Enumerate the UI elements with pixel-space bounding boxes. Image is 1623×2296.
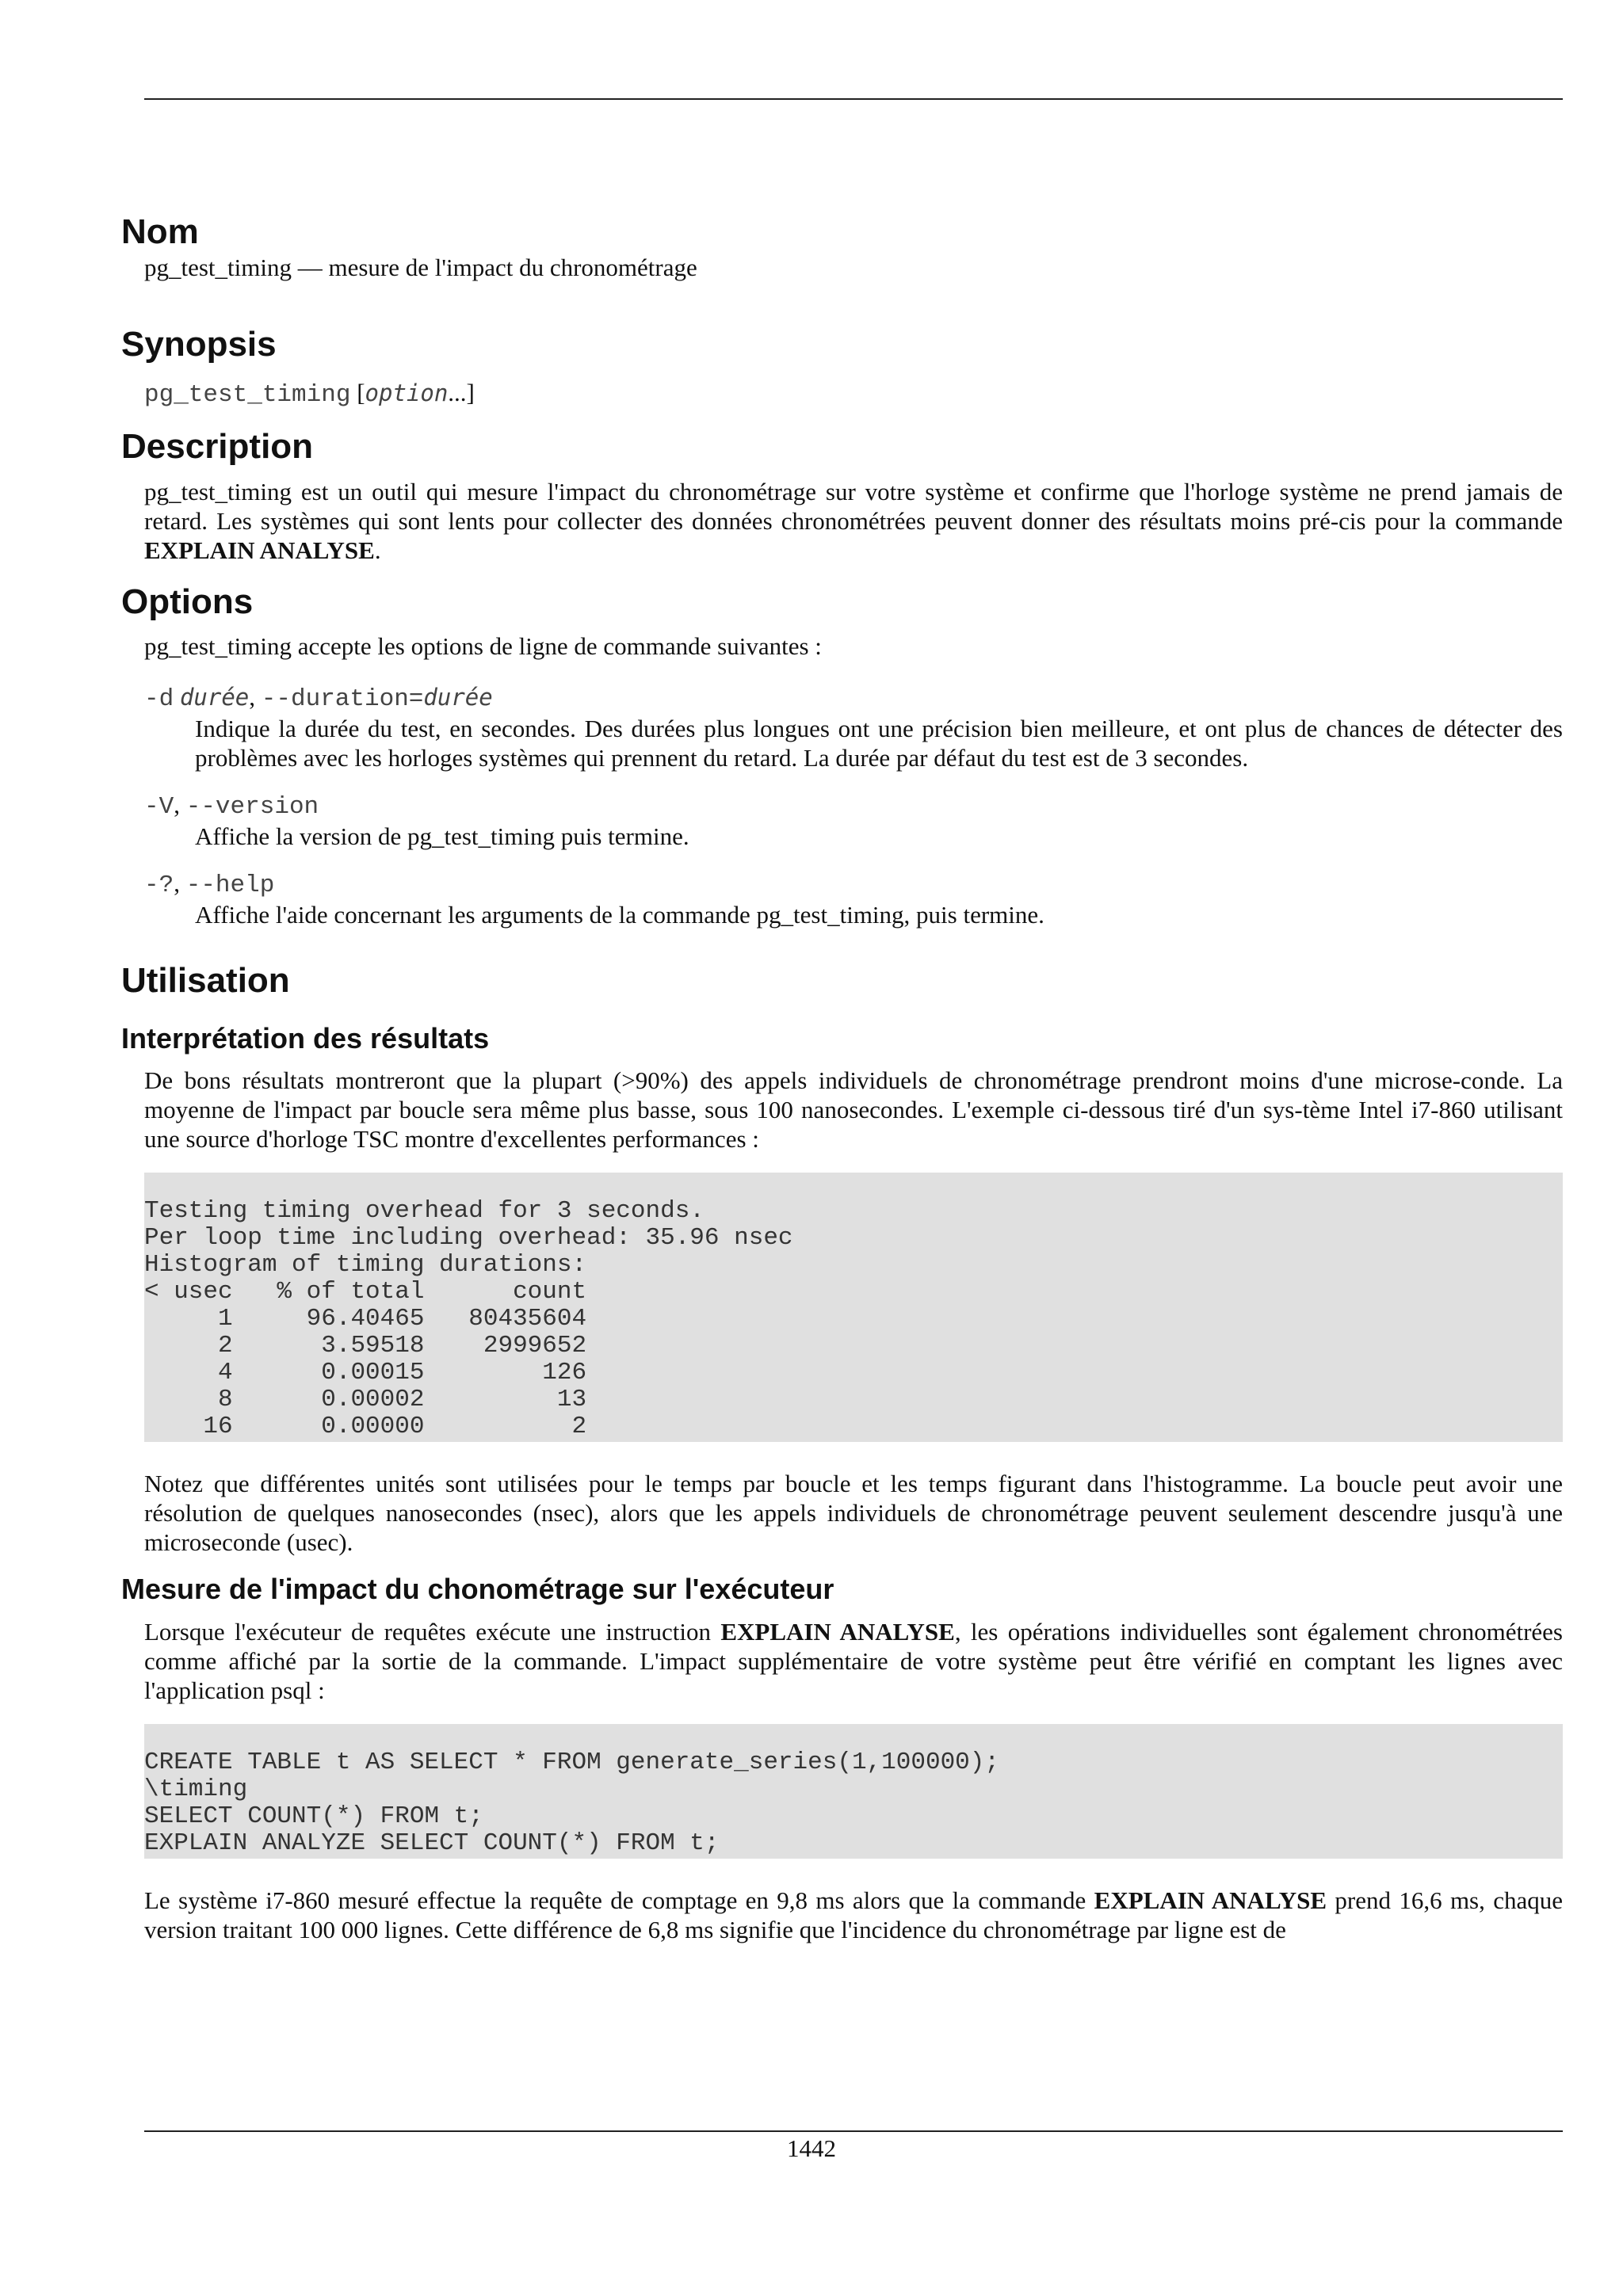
description-text-before: pg_test_timing est un outil qui mesure l'impact du chronométrage sur votre système et confirme que l'horloge système ne prend jamais de retard. Les systèmes qui sont lents pour collecter des données chronométrées peuvent donner des résultats moins pré-cis pour la commande xyxy=(144,477,1563,535)
executor-para1-before: Lorsque l'exécuteur de requêtes exécute une instruction xyxy=(144,1617,721,1646)
synopsis-ellipsis: ...] xyxy=(448,379,475,407)
synopsis-open-bracket: [ xyxy=(357,379,365,407)
executor-para2-after: prend 16,6 ms, chaque version traitant 100 000 lignes. Cette différence de 6,8 ms signifie que l'incidence du chronométrage par ligne est de xyxy=(144,1886,1563,1943)
option-short: -V xyxy=(144,793,174,822)
code-block-timing-output: Testing timing overhead for 3 seconds. Per loop time including overhead: 35.96 nsec Histogram of timing durations: < usec % of total count 1 96.40465 80435604 2 3.59518 2999652 4 0.00015 126 8 0.00002 13 16 0.00000 2 xyxy=(144,1173,1563,1442)
executor-para2-before: Le système i7-860 mesuré effectue la requête de comptage en 9,8 ms alors que la commande xyxy=(144,1886,1094,1914)
synopsis-command: pg_test_timing xyxy=(144,381,351,410)
synopsis-arg: option xyxy=(365,379,449,407)
section-title-nom: Nom xyxy=(121,212,199,251)
subsection-title-interpretation: Interprétation des résultats xyxy=(121,1021,490,1055)
option-long: --version xyxy=(185,793,319,822)
option-duration xyxy=(121,682,1563,772)
option-desc: Affiche l'aide concernant les arguments de la commande pg_test_timing, puis termine. xyxy=(195,901,1044,929)
option-sep: , xyxy=(249,683,262,711)
section-title-utilisation: Utilisation xyxy=(121,961,290,1001)
option-version xyxy=(121,790,1563,851)
section-title-description: Description xyxy=(121,427,314,467)
footer-rule xyxy=(144,2130,1563,2132)
option-sep: , xyxy=(174,869,186,898)
options-intro: pg_test_timing accepte les options de ligne de commande suivantes : xyxy=(144,632,822,661)
interpretation-para1: De bons résultats montreront que la plupart (>90%) des appels individuels de chronométrage prendront moins d'une microse-conde. La moyenne de l'impact par boucle sera même plus basse, sous 100 nanosecondes. L'exemple ci-dessous tiré d'un sys-tème Intel i7-860 utilisant une source d'horloge TSC montre d'excellentes performances : xyxy=(144,1066,1563,1154)
option-help xyxy=(121,868,1563,929)
executor-para1-after: , les opérations individuelles sont également chronométrées comme affiché par la sortie de la commande. L'impact supplémentaire de votre système peut être vérifié en comptant les lignes avec l'application psql : xyxy=(144,1617,1563,1704)
option-desc: Affiche la version de pg_test_timing puis termine. xyxy=(195,822,689,851)
code-block-psql: CREATE TABLE t AS SELECT * FROM generate_series(1,100000); \timing SELECT COUNT(*) FROM t; EXPLAIN ANALYZE SELECT COUNT(*) FROM t; xyxy=(144,1724,1563,1859)
description-bold: EXPLAIN ANALYSE xyxy=(144,536,375,564)
section-title-synopsis: Synopsis xyxy=(121,324,277,364)
synopsis-line xyxy=(144,378,1563,410)
option-term xyxy=(144,682,1563,714)
page-number: 1442 xyxy=(787,2134,836,2162)
executor-para1 xyxy=(144,1617,1563,1705)
header-rule xyxy=(144,98,1563,100)
option-long: --duration= xyxy=(261,685,424,714)
nom-text: pg_test_timing — mesure de l'impact du chronométrage xyxy=(144,253,697,281)
interpretation-para2: Notez que différentes unités sont utilisées pour le temps par boucle et les temps figurant dans l'histogramme. La boucle peut avoir une résolution de quelques nanosecondes (nsec), alors que les appels individuels de chronométrage peuvent seulement descendre jusqu'à une microseconde (usec). xyxy=(144,1470,1563,1557)
option-short-arg: durée xyxy=(179,684,250,711)
option-desc: Indique la durée du test, en secondes. Des durées plus longues ont une précision bien meilleure, et ont plus de chances de détecter des problèmes avec les horloges systèmes qui prennent du retard. La durée par défaut du test est de 3 secondes. xyxy=(195,715,1563,772)
executor-para2-bold: EXPLAIN ANALYSE xyxy=(1094,1886,1327,1914)
option-sep: , xyxy=(174,791,186,819)
subsection-title-executor: Mesure de l'impact du chonométrage sur l'exécuteur xyxy=(121,1573,834,1606)
page-content xyxy=(121,212,1563,1944)
option-long-arg: durée xyxy=(423,684,493,711)
option-short: -d xyxy=(144,685,174,714)
executor-para1-bold: EXPLAIN ANALYSE xyxy=(720,1617,955,1646)
section-title-options: Options xyxy=(121,582,254,621)
option-term xyxy=(144,868,1563,900)
executor-para2 xyxy=(144,1886,1563,1944)
description-text xyxy=(144,477,1563,565)
option-short: -? xyxy=(144,871,174,900)
option-long: --help xyxy=(185,871,275,900)
description-text-after: . xyxy=(374,536,381,564)
option-term xyxy=(144,790,1563,822)
